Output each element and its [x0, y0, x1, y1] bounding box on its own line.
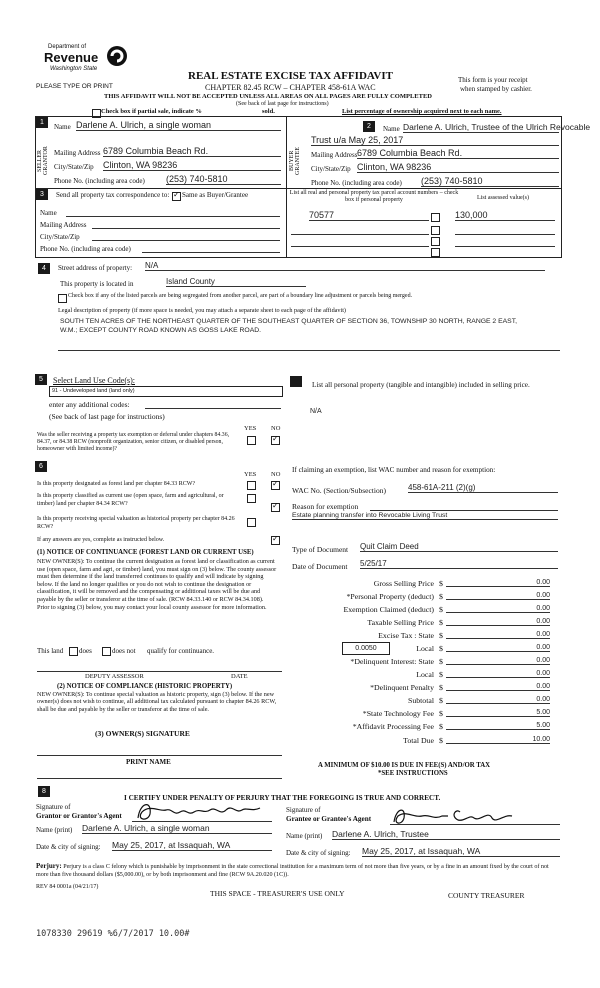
personal-property-value[interactable]: N/A — [310, 408, 322, 415]
personal-property-label: List all personal property (tangible and intangible) included in selling price. — [312, 381, 530, 389]
buyer-name-line1[interactable]: Darlene A. Ulrich, Trustee of the Ulrich Revocable — [403, 122, 591, 132]
tax-value[interactable]: 0.00 — [446, 670, 550, 678]
tax-label: Local — [416, 644, 434, 653]
tax-dollar: $ — [439, 696, 443, 705]
tax-value[interactable]: 0.00 — [446, 579, 550, 587]
receipt-note-2: when stamped by cashier. — [460, 85, 532, 93]
tax-label: *Delinquent Interest: State — [350, 657, 434, 666]
tax-value[interactable]: 0.00 — [446, 657, 550, 665]
assessed-2[interactable] — [455, 234, 555, 235]
section-3-badge: 3 — [36, 189, 48, 200]
tax-row — [292, 709, 560, 721]
tax-dollar: $ — [439, 605, 443, 614]
yes-header-6: YES — [244, 471, 257, 478]
parcel-3-checkbox[interactable] — [431, 237, 440, 246]
seller-side-label: SELLER GRANTOR — [37, 146, 49, 176]
assessed-header: List assessed value(s) — [477, 195, 529, 201]
grantee-date-label: Date & city of signing: — [286, 849, 351, 857]
tax-value[interactable]: 0.00 — [446, 696, 550, 704]
grantee-name-label: Name (print) — [286, 832, 323, 840]
buyer-phone-label: Phone No. (including area code) — [311, 179, 402, 187]
seller-phone-label: Phone No. (including area code) — [54, 177, 145, 185]
no-header-5: NO — [271, 425, 281, 432]
minimum-note: A MINIMUM OF $10.00 IS DUE IN FEE(S) AND/OR TAX — [318, 762, 491, 769]
land-use-section — [35, 374, 285, 466]
tax-dollar: $ — [439, 631, 443, 640]
dor-logo — [36, 44, 136, 78]
historic-no-checkbox[interactable] — [271, 536, 280, 545]
yes-header-5: YES — [244, 425, 257, 432]
grantee-date[interactable]: May 25, 2017, at Issaquah, WA — [362, 846, 560, 857]
tax-dollar: $ — [439, 722, 443, 731]
corr-city-label: City/State/Zip — [40, 233, 80, 241]
additional-codes-field[interactable] — [145, 408, 281, 409]
owner-signature-line[interactable] — [37, 755, 282, 756]
doc-type-value[interactable]: Quit Claim Deed — [360, 542, 558, 552]
grantor-agent-label: Grantor or Grantor's Agent — [36, 812, 122, 820]
grantee-name[interactable]: Darlene A. Ulrich, Trustee — [332, 829, 560, 840]
legal-label: Legal description of property (if more space is needed, you may attach a separate sheet to each page of the affidavit) — [58, 307, 346, 314]
tax-row — [292, 592, 560, 604]
street-label: Street address of property: — [58, 264, 133, 272]
tax-row — [292, 683, 560, 695]
tax-dollar: $ — [439, 683, 443, 692]
same-as-buyer-checkbox[interactable] — [172, 192, 181, 201]
does-label: does — [79, 647, 92, 655]
corr-city-field[interactable] — [92, 240, 280, 241]
tax-value[interactable]: 0.00 — [446, 683, 550, 691]
agency-line2: Revenue — [44, 50, 99, 65]
segregated-label: Check box if any of the listed parcels are being segregated from another parcel, are part of a boundary line adjustment or parcels being merged. — [68, 293, 413, 299]
seller-name-label: Name — [54, 123, 71, 131]
grantee-sig-of: Signature of — [286, 806, 321, 814]
reason-value[interactable]: Estate planning transfer into Revocable Living Trust — [292, 512, 558, 520]
corr-address-field[interactable] — [92, 228, 280, 229]
send-label: Send all property tax correspondence to: — [56, 191, 170, 199]
local-rate[interactable]: 0.0050 — [342, 642, 390, 655]
if-any-note: If any answers are yes, complete as instructed below. — [37, 537, 165, 543]
tax-row — [292, 579, 560, 591]
grantor-name-label: Name (print) — [36, 826, 73, 834]
tax-label: Taxable Selling Price — [367, 618, 434, 627]
partial-sale-label: Check box if partial sale, indicate % — [101, 108, 202, 115]
tax-row — [292, 618, 560, 630]
see-instructions: *SEE INSTRUCTIONS — [378, 770, 448, 777]
certify-statement: I CERTIFY UNDER PENALTY OF PERJURY THAT THE FOREGOING IS TRUE AND CORRECT. — [124, 794, 441, 802]
segregated-checkbox[interactable] — [58, 294, 67, 303]
historic-yes-checkbox[interactable] — [247, 518, 256, 527]
grantor-date[interactable]: May 25, 2017, at Issaquah, WA — [112, 840, 272, 851]
county-treasurer: COUNTY TREASURER — [448, 891, 525, 900]
forest-yes-checkbox[interactable] — [247, 481, 256, 490]
tax-value[interactable]: 0.00 — [446, 618, 550, 626]
buyer-address[interactable]: 6789 Columbia Beach Rd. — [357, 148, 559, 159]
tax-value[interactable]: 5.00 — [446, 722, 550, 730]
section-6-badge: 6 — [35, 461, 47, 472]
chapter: CHAPTER 82.45 RCW – CHAPTER 458-61A WAC — [205, 83, 376, 92]
parcel-3[interactable] — [291, 246, 429, 247]
dor-swirl-icon — [104, 44, 130, 68]
deputy-line — [37, 671, 282, 672]
legal-line-3 — [58, 350, 560, 351]
located-value[interactable]: Island County — [166, 277, 306, 287]
forest-question: Is this property designated as forest land per chapter 84.33 RCW? — [37, 481, 196, 487]
current-use-question: Is this property classified as current use (open space, farm and agricultural, or timber) land per chapter 84.34 RCW? — [37, 493, 224, 507]
tax-row — [292, 657, 560, 669]
tax-correspondence-section — [35, 188, 287, 258]
seller-city[interactable]: Clinton, WA 98236 — [103, 160, 281, 171]
form-title: REAL ESTATE EXCISE TAX AFFIDAVIT — [188, 70, 393, 82]
parcel-1[interactable]: 70577 — [309, 210, 429, 221]
current-use-yes-checkbox[interactable] — [247, 494, 256, 503]
grantor-sig-line — [132, 821, 272, 822]
perjury-label: Perjury: — [36, 862, 62, 870]
exempt-yes-checkbox[interactable] — [247, 436, 256, 445]
perjury-text: Perjury is a class C felony which is punishable by imprisonment in the state correctional institution for a maximum term of not more than five years, or by a fine in an amount fixed by the court of not more than five thousand dollars ($5,000.00), or by both imprisonment and fine (RCW 9A.20.020 (1C)). — [36, 864, 549, 878]
located-label: This property is located in — [60, 280, 134, 288]
additional-codes-label: enter any additional codes: — [49, 400, 130, 409]
tax-label: Local — [416, 670, 434, 679]
land-does-not-checkbox[interactable] — [102, 647, 111, 656]
buyer-city-label: City/State/Zip — [311, 165, 351, 173]
corr-address-label: Mailing Address — [40, 221, 87, 229]
total-dollar: $ — [439, 736, 443, 745]
sold-label: sold. — [262, 108, 275, 115]
seller-name[interactable]: Darlene A. Ulrich, a single woman — [76, 120, 281, 131]
grantor-name[interactable]: Darlene A. Ulrich, a single woman — [82, 823, 272, 834]
grantee-agent-label: Grantee or Grantee's Agent — [286, 815, 372, 823]
tax-label: Exemption Claimed (deduct) — [343, 605, 434, 614]
receipt-note-1: This form is your receipt — [458, 76, 528, 84]
no-header-6: NO — [271, 471, 281, 478]
tax-row — [292, 670, 560, 682]
buyer-address-label: Mailing Address — [311, 151, 358, 159]
land-does-checkbox[interactable] — [69, 647, 78, 656]
form-number: REV 84 0001a (04/21/17) — [36, 884, 99, 890]
buyer-side-label: BUYER GRANTEE — [289, 147, 301, 175]
deputy-date-label: DATE — [231, 673, 248, 680]
exemption-question: Was the seller receiving a property tax exemption or deferral under chapters 84.36, 84.37, or 84.38 RCW (nonprofit organization, senior citizen, or disabled person, homeowner with limited income)? — [37, 432, 230, 453]
wac-label: WAC No. (Section/Subsection) — [292, 486, 386, 495]
see-back-note: (See back of last page for instructions) — [236, 101, 329, 107]
land-use-code[interactable]: 91 - Undeveloped land (land only) — [49, 386, 283, 397]
parcel-2[interactable] — [291, 234, 429, 235]
tax-dollar: $ — [439, 657, 443, 666]
section-6 — [35, 461, 285, 741]
grantor-sig-of: Signature of — [36, 803, 71, 811]
buyer-name-label: Name — [383, 125, 400, 133]
tax-label: *Delinquent Penalty — [370, 683, 434, 692]
does-not-label: does not — [112, 647, 136, 655]
select-land-use-label: Select Land Use Code(s): — [53, 376, 135, 385]
tax-label: Subtotal — [408, 696, 434, 705]
tax-row — [292, 631, 560, 643]
parcel-header: List all real and personal property tax parcel account numbers – check box if personal property — [289, 190, 459, 203]
parcel-4-checkbox[interactable] — [431, 248, 440, 257]
current-use-no-checkbox[interactable] — [271, 503, 280, 512]
tax-dollar: $ — [439, 709, 443, 718]
wac-value[interactable]: 458-61A-211 (2)(g) — [408, 483, 558, 493]
tax-dollar: $ — [439, 644, 443, 653]
forest-no-checkbox[interactable] — [271, 481, 280, 490]
tax-row — [292, 696, 560, 708]
tax-label: *State Technology Fee — [362, 709, 434, 718]
personal-property-section — [290, 374, 560, 454]
seller-address[interactable]: 6789 Columbia Beach Rd. — [103, 146, 281, 157]
agency-line1: Department of — [48, 44, 87, 50]
tax-dollar: $ — [439, 579, 443, 588]
assessed-1[interactable]: 130,000 — [455, 210, 555, 221]
grantor-date-label: Date & city of signing: — [36, 843, 101, 851]
historic-question: Is this property receiving special valuation as historical property per chapter 84.26 RCW? — [37, 516, 235, 530]
total-due-row — [292, 736, 560, 748]
tax-value[interactable]: 0.00 — [446, 644, 550, 652]
buyer-city[interactable]: Clinton, WA 98236 — [357, 162, 559, 173]
tax-value[interactable]: 0.00 — [446, 592, 550, 600]
seller-address-label: Mailing Address — [54, 149, 101, 157]
reason-label: Reason for exemption — [292, 502, 359, 511]
seller-phone[interactable]: (253) 740-5810 — [166, 174, 281, 185]
same-as-buyer-label: Same as Buyer/Grantee — [182, 191, 249, 199]
notice1-title: (1) NOTICE OF CONTINUANCE (FOREST LAND OR CURRENT USE) — [37, 549, 254, 556]
tax-dollar: $ — [439, 618, 443, 627]
notice1-body: NEW OWNER(S): To continue the current designation as forest land or classification as current use (open space, farm and agri, or timber) land, you must sign on (3) below. The county assessor must then determine if the land transferred continues to qualify and will indicate by signing below. If the land no longer qualifies or you do not wish to continue the designation or classification, it will be removed and the compensating or additional taxes will be due and payable by the seller or transferor at the time of sale. (RCW 84.33.140 or RCW 84.34.108). Prior to signing (3) below, you may contact your local county assessor for more information. — [37, 558, 277, 611]
treasurer-space: THIS SPACE - TREASURER'S USE ONLY — [210, 889, 345, 898]
section-4-badge: 4 — [38, 263, 50, 274]
tax-value[interactable]: 5.00 — [446, 709, 550, 717]
total-due-label: Total Due — [403, 736, 434, 745]
land-use-see-back: (See back of last page for instructions) — [49, 412, 165, 421]
buyer-section — [286, 116, 591, 189]
exempt-no-checkbox[interactable] — [271, 436, 280, 445]
notice2-title: (2) NOTICE OF COMPLIANCE (HISTORIC PROPERTY) — [57, 683, 233, 690]
notice2-body: NEW OWNER(S): To continue special valuation as historic property, sign (3) below. If the new owner(s) does not wish to continue, all additional tax calculated pursuant to chapter 84.26 RCW, shall be due and payable by the seller or transferor at the time of sale. — [37, 691, 277, 713]
tax-dollar: $ — [439, 592, 443, 601]
perjury-notice — [36, 862, 560, 879]
street-value[interactable]: N/A — [145, 261, 545, 271]
section-2-badge: 2 — [363, 121, 375, 132]
tax-calc — [292, 579, 560, 739]
warning: THIS AFFIDAVIT WILL NOT BE ACCEPTED UNLESS ALL AREAS ON ALL PAGES ARE FULLY COMPLETED — [104, 93, 432, 100]
buyer-name-line2[interactable]: Trust u/a May 25, 2017 — [311, 135, 559, 146]
parcel-1-checkbox[interactable] — [431, 213, 440, 222]
agency-line3: Washington State — [50, 66, 98, 72]
qualify-label: qualify for continuance. — [147, 647, 215, 655]
tax-label: Gross Selling Price — [373, 579, 434, 588]
parcel-2-checkbox[interactable] — [431, 226, 440, 235]
tax-row — [292, 605, 560, 617]
grantee-sig-line — [390, 824, 560, 825]
this-land-label: This land — [37, 647, 64, 655]
assessed-3[interactable] — [455, 246, 555, 247]
doc-date-label: Date of Document — [292, 562, 348, 571]
doc-date-value[interactable]: 5/25/17 — [360, 559, 558, 569]
print-name-label: PRINT NAME — [126, 758, 171, 766]
tax-value[interactable]: 0.00 — [446, 631, 550, 639]
tax-dollar: $ — [439, 670, 443, 679]
doc-type-label: Type of Document — [292, 545, 349, 554]
tax-label: *Personal Property (deduct) — [346, 592, 434, 601]
buyer-phone[interactable]: (253) 740-5810 — [421, 176, 559, 187]
section-5-badge: 5 — [35, 374, 47, 385]
total-due-value[interactable]: 10.00 — [446, 736, 550, 744]
tax-label: *Affidavit Processing Fee — [352, 722, 434, 731]
corr-phone-label: Phone No. (including area code) — [40, 245, 131, 253]
tax-label: Excise Tax : State — [378, 631, 434, 640]
print-name-line[interactable] — [37, 778, 282, 779]
parcel-section — [286, 188, 562, 258]
section-8-badge: 8 — [38, 786, 50, 797]
exemption-claim-label: If claiming an exemption, list WAC number and reason for exemption: — [292, 466, 496, 474]
section-7-badge — [290, 376, 302, 387]
tax-row — [292, 722, 560, 734]
owner-signature-label: (3) OWNER(S) SIGNATURE — [95, 729, 190, 738]
print-note: PLEASE TYPE OR PRINT — [36, 83, 113, 90]
tax-value[interactable]: 0.00 — [446, 605, 550, 613]
list-pct-note: List percentage of ownership acquired next to each name. — [342, 108, 502, 115]
seller-city-label: City/State/Zip — [54, 163, 94, 171]
legal-description[interactable]: SOUTH TEN ACRES OF THE NORTHEAST QUARTER OF THE SOUTHEAST QUARTER OF SECTION 36, TOWNSHIP 30 NORTH, RANGE 2 EAST, W.M.; EXCEPT COUNTY ROAD KNOWN AS GOSS LAKE ROAD. — [60, 318, 517, 334]
section-1-badge: 1 — [36, 117, 48, 128]
corr-name-field[interactable] — [66, 216, 280, 217]
corr-name-label: Name — [40, 209, 57, 217]
corr-phone-field[interactable] — [142, 252, 280, 253]
tax-row — [292, 644, 560, 656]
seller-section — [35, 116, 287, 189]
reason-line-1 — [370, 510, 558, 511]
treasurer-stamp: 1078330 29619 %6/7/2017 10.00# — [36, 929, 190, 939]
deputy-label: DEPUTY ASSESSOR — [85, 673, 144, 680]
